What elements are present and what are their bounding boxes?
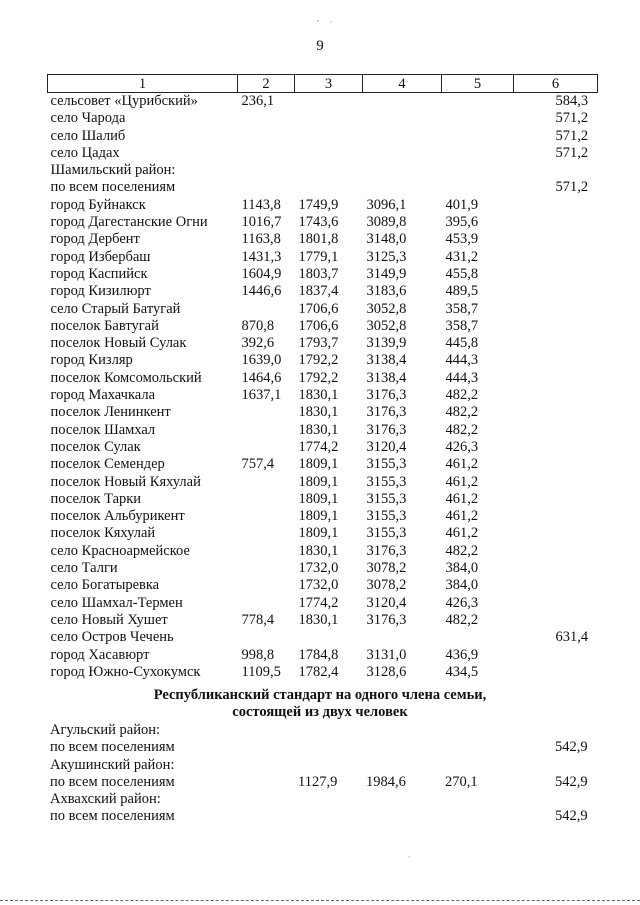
value-cell-col3: 1749,9 (298, 196, 339, 213)
value-cell-col5: 482,2 (445, 542, 479, 559)
value-cell-col4: 3176,3 (366, 611, 407, 628)
value-cell-col4: 1984,6 (366, 773, 406, 790)
settlement-name-cell: село Остров Чечень (50, 629, 174, 646)
value-cell-col3: 1706,6 (298, 317, 339, 334)
value-cell-col5: 461,2 (445, 456, 479, 473)
settlement-name-cell: поселок Новый Кяхулай (50, 473, 201, 490)
value-cell-col5: 358,7 (445, 300, 479, 317)
settlement-name-cell: село Богатыревка (50, 577, 160, 594)
value-cell-col3: 1732,0 (298, 577, 339, 594)
value-cell-col3: 1779,1 (298, 248, 339, 265)
value-cell-col4: 3128,6 (366, 663, 407, 680)
value-cell-col6: 542,9 (555, 739, 588, 756)
value-cell-col6: 571,2 (555, 110, 589, 127)
value-cell-col4: 3131,0 (366, 646, 407, 663)
value-cell-col5: 434,5 (445, 663, 479, 680)
settlement-name-cell: по всем поселениям (50, 808, 175, 825)
value-cell-col4: 3149,9 (366, 265, 407, 282)
value-cell-col4: 3139,9 (366, 335, 407, 352)
value-cell-col3: 1830,1 (298, 404, 339, 421)
settlement-name-cell: поселок Сулак (50, 438, 141, 455)
value-cell-col4: 3155,3 (366, 473, 407, 490)
value-cell-col3: 1830,1 (298, 387, 339, 404)
value-cell-col2: 1431,3 (241, 248, 282, 265)
value-cell-col2: 1639,0 (241, 352, 282, 369)
value-cell-col4: 3183,6 (366, 283, 407, 300)
settlement-name-cell: город Дербент (50, 231, 140, 248)
value-cell-col2: 392,6 (241, 335, 275, 352)
settlement-name-cell: город Каспийск (50, 265, 148, 282)
value-cell-col2: 1604,9 (241, 265, 282, 282)
column-header: 5 (442, 75, 514, 93)
value-cell-col3: 1809,1 (298, 490, 339, 507)
value-cell-col4: 3138,4 (366, 352, 407, 369)
value-cell-col3: 1732,0 (298, 560, 339, 577)
settlement-name-cell: город Избербаш (50, 248, 151, 265)
value-cell-col4: 3176,3 (366, 421, 407, 438)
value-cell-col5: 270,1 (445, 773, 478, 790)
value-cell-col5: 431,2 (445, 248, 479, 265)
value-cell-col5: 444,3 (445, 352, 479, 369)
value-cell-col4: 3148,0 (366, 231, 407, 248)
value-cell-col4: 3155,3 (366, 508, 407, 525)
value-cell-col5: 461,2 (445, 525, 479, 542)
value-cell-col3: 1809,1 (298, 508, 339, 525)
column-header: 2 (238, 75, 295, 93)
value-cell-col4: 3089,8 (366, 214, 407, 231)
value-cell-col3: 1809,1 (298, 525, 339, 542)
settlement-name-cell: Акушинский район: (50, 756, 175, 773)
settlement-name-cell: Шамильский район: (50, 162, 176, 179)
settlement-name-cell: село Красноармейское (50, 542, 190, 559)
settlement-name-cell: поселок Тарки (50, 490, 142, 507)
value-cell-col5: 482,2 (445, 611, 479, 628)
value-cell-col4: 3096,1 (366, 196, 407, 213)
settlement-name-cell: город Дагестанские Огни (50, 214, 208, 231)
settlement-name-cell: сельсовет «Цурибский» (48, 93, 238, 111)
settlement-name-cell: Ахвахский район: (50, 791, 161, 808)
value-cell-col3: 1774,2 (298, 438, 339, 455)
column-header: 6 (514, 75, 598, 93)
value-cell-col6: 571,2 (555, 144, 589, 161)
settlement-name-cell: село Старый Батугай (50, 300, 181, 317)
value-cell-col4: 3125,3 (366, 248, 407, 265)
value-cell-col5: 395,6 (445, 214, 479, 231)
settlement-name-cell: село Чарода (50, 110, 126, 127)
settlement-name-cell: по всем поселениям (50, 773, 175, 790)
value-cell-col5: 482,2 (445, 404, 479, 421)
settlement-name-cell: поселок Шамхал (50, 421, 156, 438)
settlement-name-cell: поселок Ленинкент (50, 404, 171, 421)
scan-bottom-edge (0, 900, 640, 904)
value-cell-col4: 3155,3 (366, 456, 407, 473)
settlement-name-cell: город Кизилюрт (50, 283, 151, 300)
column-header: 3 (295, 75, 363, 93)
value-cell-col4: 3155,3 (366, 490, 407, 507)
value-cell-col6: 584,3 (514, 93, 598, 111)
value-cell-col2: 236,1 (238, 93, 295, 111)
settlement-name-cell: село Шалиб (50, 127, 126, 144)
value-cell-col3: 1743,6 (298, 214, 339, 231)
value-cell-col4: 3138,4 (366, 369, 407, 386)
value-cell-col2: 998,8 (241, 646, 275, 663)
value-cell-col4: 3176,3 (366, 542, 407, 559)
value-cell-col4: 3078,2 (366, 577, 407, 594)
value-cell-col2: 870,8 (241, 317, 275, 334)
value-cell-col5: 384,0 (445, 577, 479, 594)
value-cell-col6: 571,2 (555, 179, 589, 196)
value-cell-col3: 1782,4 (298, 663, 339, 680)
value-cell-col4: 3176,3 (366, 387, 407, 404)
value-cell-col5: 401,9 (445, 196, 479, 213)
value-cell-col5: 436,9 (445, 646, 479, 663)
value-cell-col3: 1830,1 (298, 611, 339, 628)
value-cell-col4: 3052,8 (366, 317, 407, 334)
value-cell-col2: 1016,7 (241, 214, 282, 231)
value-cell-col4: 3052,8 (366, 300, 407, 317)
settlement-name-cell: село Шамхал-Термен (50, 594, 183, 611)
settlement-name-cell: город Кизляр (50, 352, 133, 369)
value-cell-col4: 3120,4 (366, 594, 407, 611)
settlement-name-cell: по всем поселениям (50, 179, 176, 196)
value-cell-col5: 461,2 (445, 490, 479, 507)
value-cell-col5: 426,3 (445, 438, 479, 455)
settlement-name-cell: город Буйнакск (50, 196, 146, 213)
value-cell-col5: 482,2 (445, 421, 479, 438)
settlement-name-cell: поселок Бавтугай (50, 317, 159, 334)
value-cell-col3: 1706,6 (298, 300, 339, 317)
value-cell-col5: 358,7 (445, 317, 479, 334)
settlement-name-cell: село Цадах (50, 144, 120, 161)
settlement-name-cell: город Хасавюрт (50, 646, 150, 663)
value-cell-col5: 482,2 (445, 387, 479, 404)
value-cell-col6: 631,4 (555, 629, 589, 646)
value-cell-col2: 778,4 (241, 611, 275, 628)
value-cell-col6: 542,9 (555, 808, 588, 825)
value-cell-col2: 1163,8 (241, 231, 281, 248)
page-number: 9 (316, 38, 324, 54)
value-cell-col6: 542,9 (555, 773, 588, 790)
value-cell-col5: 461,2 (445, 508, 479, 525)
settlement-name-cell: по всем поселениям (50, 739, 175, 756)
value-cell-col4: 3176,3 (366, 404, 407, 421)
value-cell-col5: 461,2 (445, 473, 479, 490)
value-cell-col5: 445,8 (445, 335, 479, 352)
value-cell-col3: 1774,2 (298, 594, 339, 611)
settlement-name-cell: поселок Семендер (50, 456, 165, 473)
value-cell-col5: 453,9 (445, 231, 479, 248)
value-cell-col5: 489,5 (445, 283, 479, 300)
value-cell-col6: 571,2 (555, 127, 589, 144)
value-cell-col2: 1109,5 (241, 663, 281, 680)
value-cell-col3: 1809,1 (298, 456, 339, 473)
settlement-name-cell: поселок Комсомольский (50, 369, 202, 386)
value-cell-col5: 426,3 (445, 594, 479, 611)
value-cell-col3: 1127,9 (298, 773, 338, 790)
section-heading-line-2: состоящей из двух человек (232, 704, 408, 720)
value-cell-col2: 1464,6 (241, 369, 282, 386)
value-cell-col5: 444,3 (445, 369, 479, 386)
value-cell-col2: 1446,6 (241, 283, 282, 300)
value-cell-col3: 1793,7 (298, 335, 339, 352)
value-cell-col3: 1837,4 (298, 283, 339, 300)
value-cell-col2: 1143,8 (241, 196, 281, 213)
value-cell-col2: 757,4 (241, 456, 275, 473)
value-cell-col3: 1801,8 (298, 231, 339, 248)
settlement-name-cell: Агульский район: (50, 722, 160, 738)
value-cell-col3: 1830,1 (298, 542, 339, 559)
value-cell-col4: 3155,3 (366, 525, 407, 542)
settlement-name-cell: поселок Альбурикент (50, 508, 185, 525)
value-cell-col3: 1792,2 (298, 369, 339, 386)
value-cell-col3: 1803,7 (298, 265, 339, 282)
settlement-name-cell: поселок Новый Сулак (50, 335, 187, 352)
value-cell-col5: 455,8 (445, 265, 479, 282)
settlement-name-cell: поселок Кяхулай (50, 525, 156, 542)
settlement-name-cell: село Новый Хушет (50, 611, 168, 628)
value-cell-col5: 384,0 (445, 560, 479, 577)
value-cell-col3: 1830,1 (298, 421, 339, 438)
value-cell-col3: 1792,2 (298, 352, 339, 369)
value-cell-col4: 3120,4 (366, 438, 407, 455)
settlement-name-cell: село Талги (50, 560, 118, 577)
settlement-name-cell: город Южно-Сухокумск (50, 663, 201, 680)
column-header: 4 (363, 75, 442, 93)
value-cell-col3: 1809,1 (298, 473, 339, 490)
column-header: 1 (48, 75, 238, 93)
section-heading-line-1: Республиканский стандарт на одного члена семьи, (153, 687, 487, 703)
value-cell-col4: 3078,2 (366, 560, 407, 577)
value-cell-col2: 1637,1 (241, 387, 282, 404)
value-cell-col3: 1784,8 (298, 646, 339, 663)
settlement-name-cell: город Махачкала (50, 387, 156, 404)
